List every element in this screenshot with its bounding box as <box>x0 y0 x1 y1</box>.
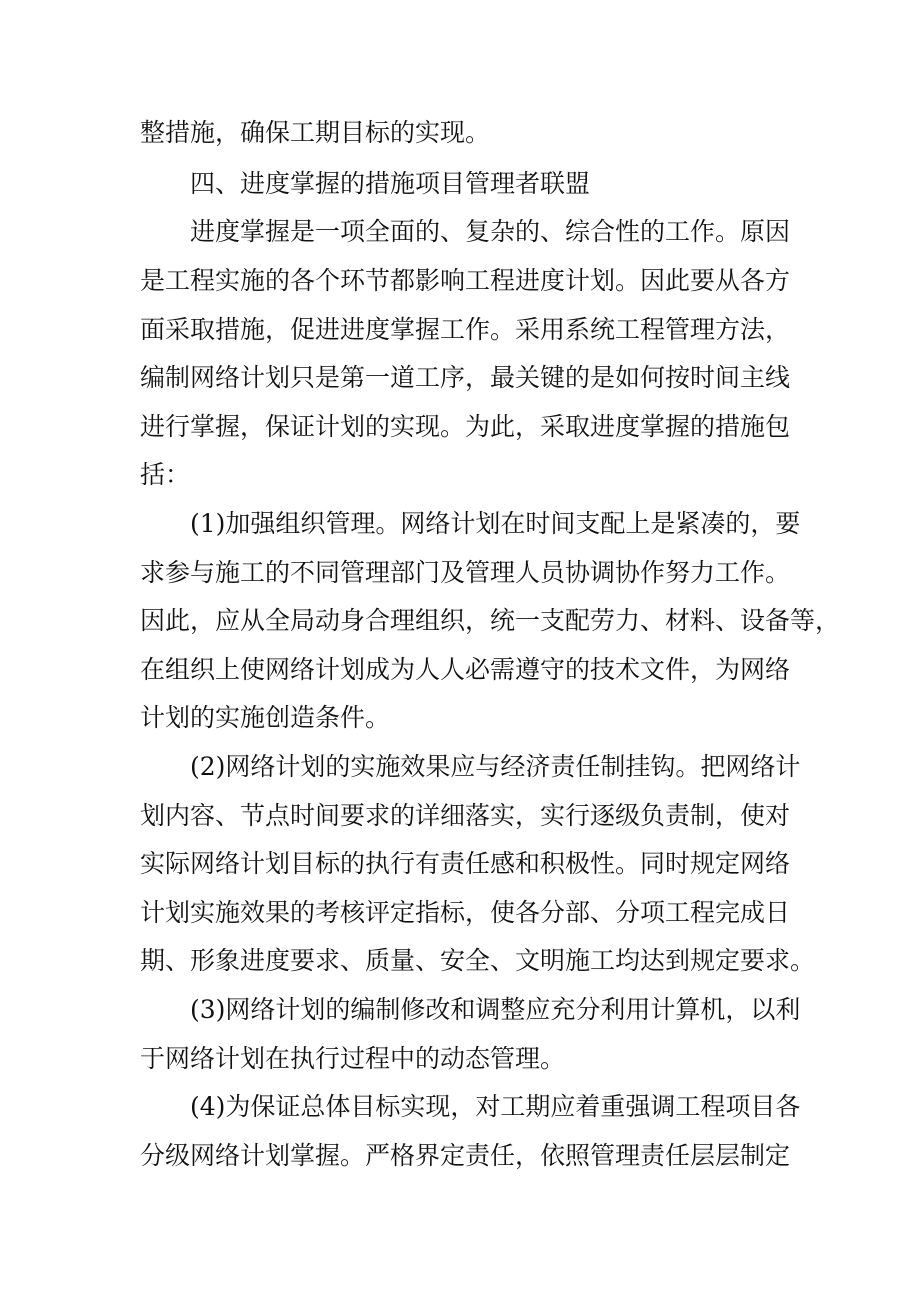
text-line: 期、形象进度要求、质量、安全、文明施工均达到规定要求。 <box>140 946 816 975</box>
text-line: 分级网络计划掌握。严格界定责任，依照管理责任层层制定 <box>140 1141 791 1170</box>
text-line: 整措施，确保工期目标的实现。 <box>140 118 491 147</box>
text-line: 划内容、节点时间要求的详细落实，实行逐级负责制，使对 <box>140 801 791 830</box>
text-line: (3)网络计划的编制修改和调整应充分利用计算机，以利 <box>190 995 801 1024</box>
text-line: 是工程实施的各个环节都影响工程进度计划。因此要从各方 <box>140 266 791 295</box>
text-line: 括： <box>140 460 191 489</box>
text-line: 编制网络计划只是第一道工序，最关键的是如何按时间主线 <box>140 363 791 392</box>
text-line: (2)网络计划的实施效果应与经济责任制挂钩。把网络计 <box>190 752 801 781</box>
text-line: 于网络计划在执行过程中的动态管理。 <box>140 1044 566 1073</box>
text-line: 因此，应从全局动身合理组织，统一支配劳力、材料、设备等， <box>140 606 841 635</box>
text-line: 面采取措施，促进进度掌握工作。采用系统工程管理方法， <box>140 315 791 344</box>
text-line: 实际网络计划目标的执行有责任感和积极性。同时规定网络 <box>140 849 791 878</box>
text-line: (1)加强组织管理。网络计划在时间支配上是紧凑的，要 <box>190 509 801 538</box>
text-line: 在组织上使网络计划成为人人必需遵守的技术文件，为网络 <box>140 655 791 684</box>
text-line: 进行掌握，保证计划的实现。为此，采取进度掌握的措施包 <box>140 412 791 441</box>
text-line: 进度掌握是一项全面的、复杂的、综合性的工作。原因 <box>190 217 791 246</box>
text-line: (4)为保证总体目标实现，对工期应着重强调工程项目各 <box>190 1092 801 1121</box>
text-line: 计划实施效果的考核评定指标，使各分部、分项工程完成日 <box>140 898 791 927</box>
text-line: 计划的实施创造条件。 <box>140 703 391 732</box>
section-heading: 四、进度掌握的措施项目管理者联盟 <box>190 169 591 198</box>
text-line: 求参与施工的不同管理部门及管理人员协调协作努力工作。 <box>140 558 791 587</box>
